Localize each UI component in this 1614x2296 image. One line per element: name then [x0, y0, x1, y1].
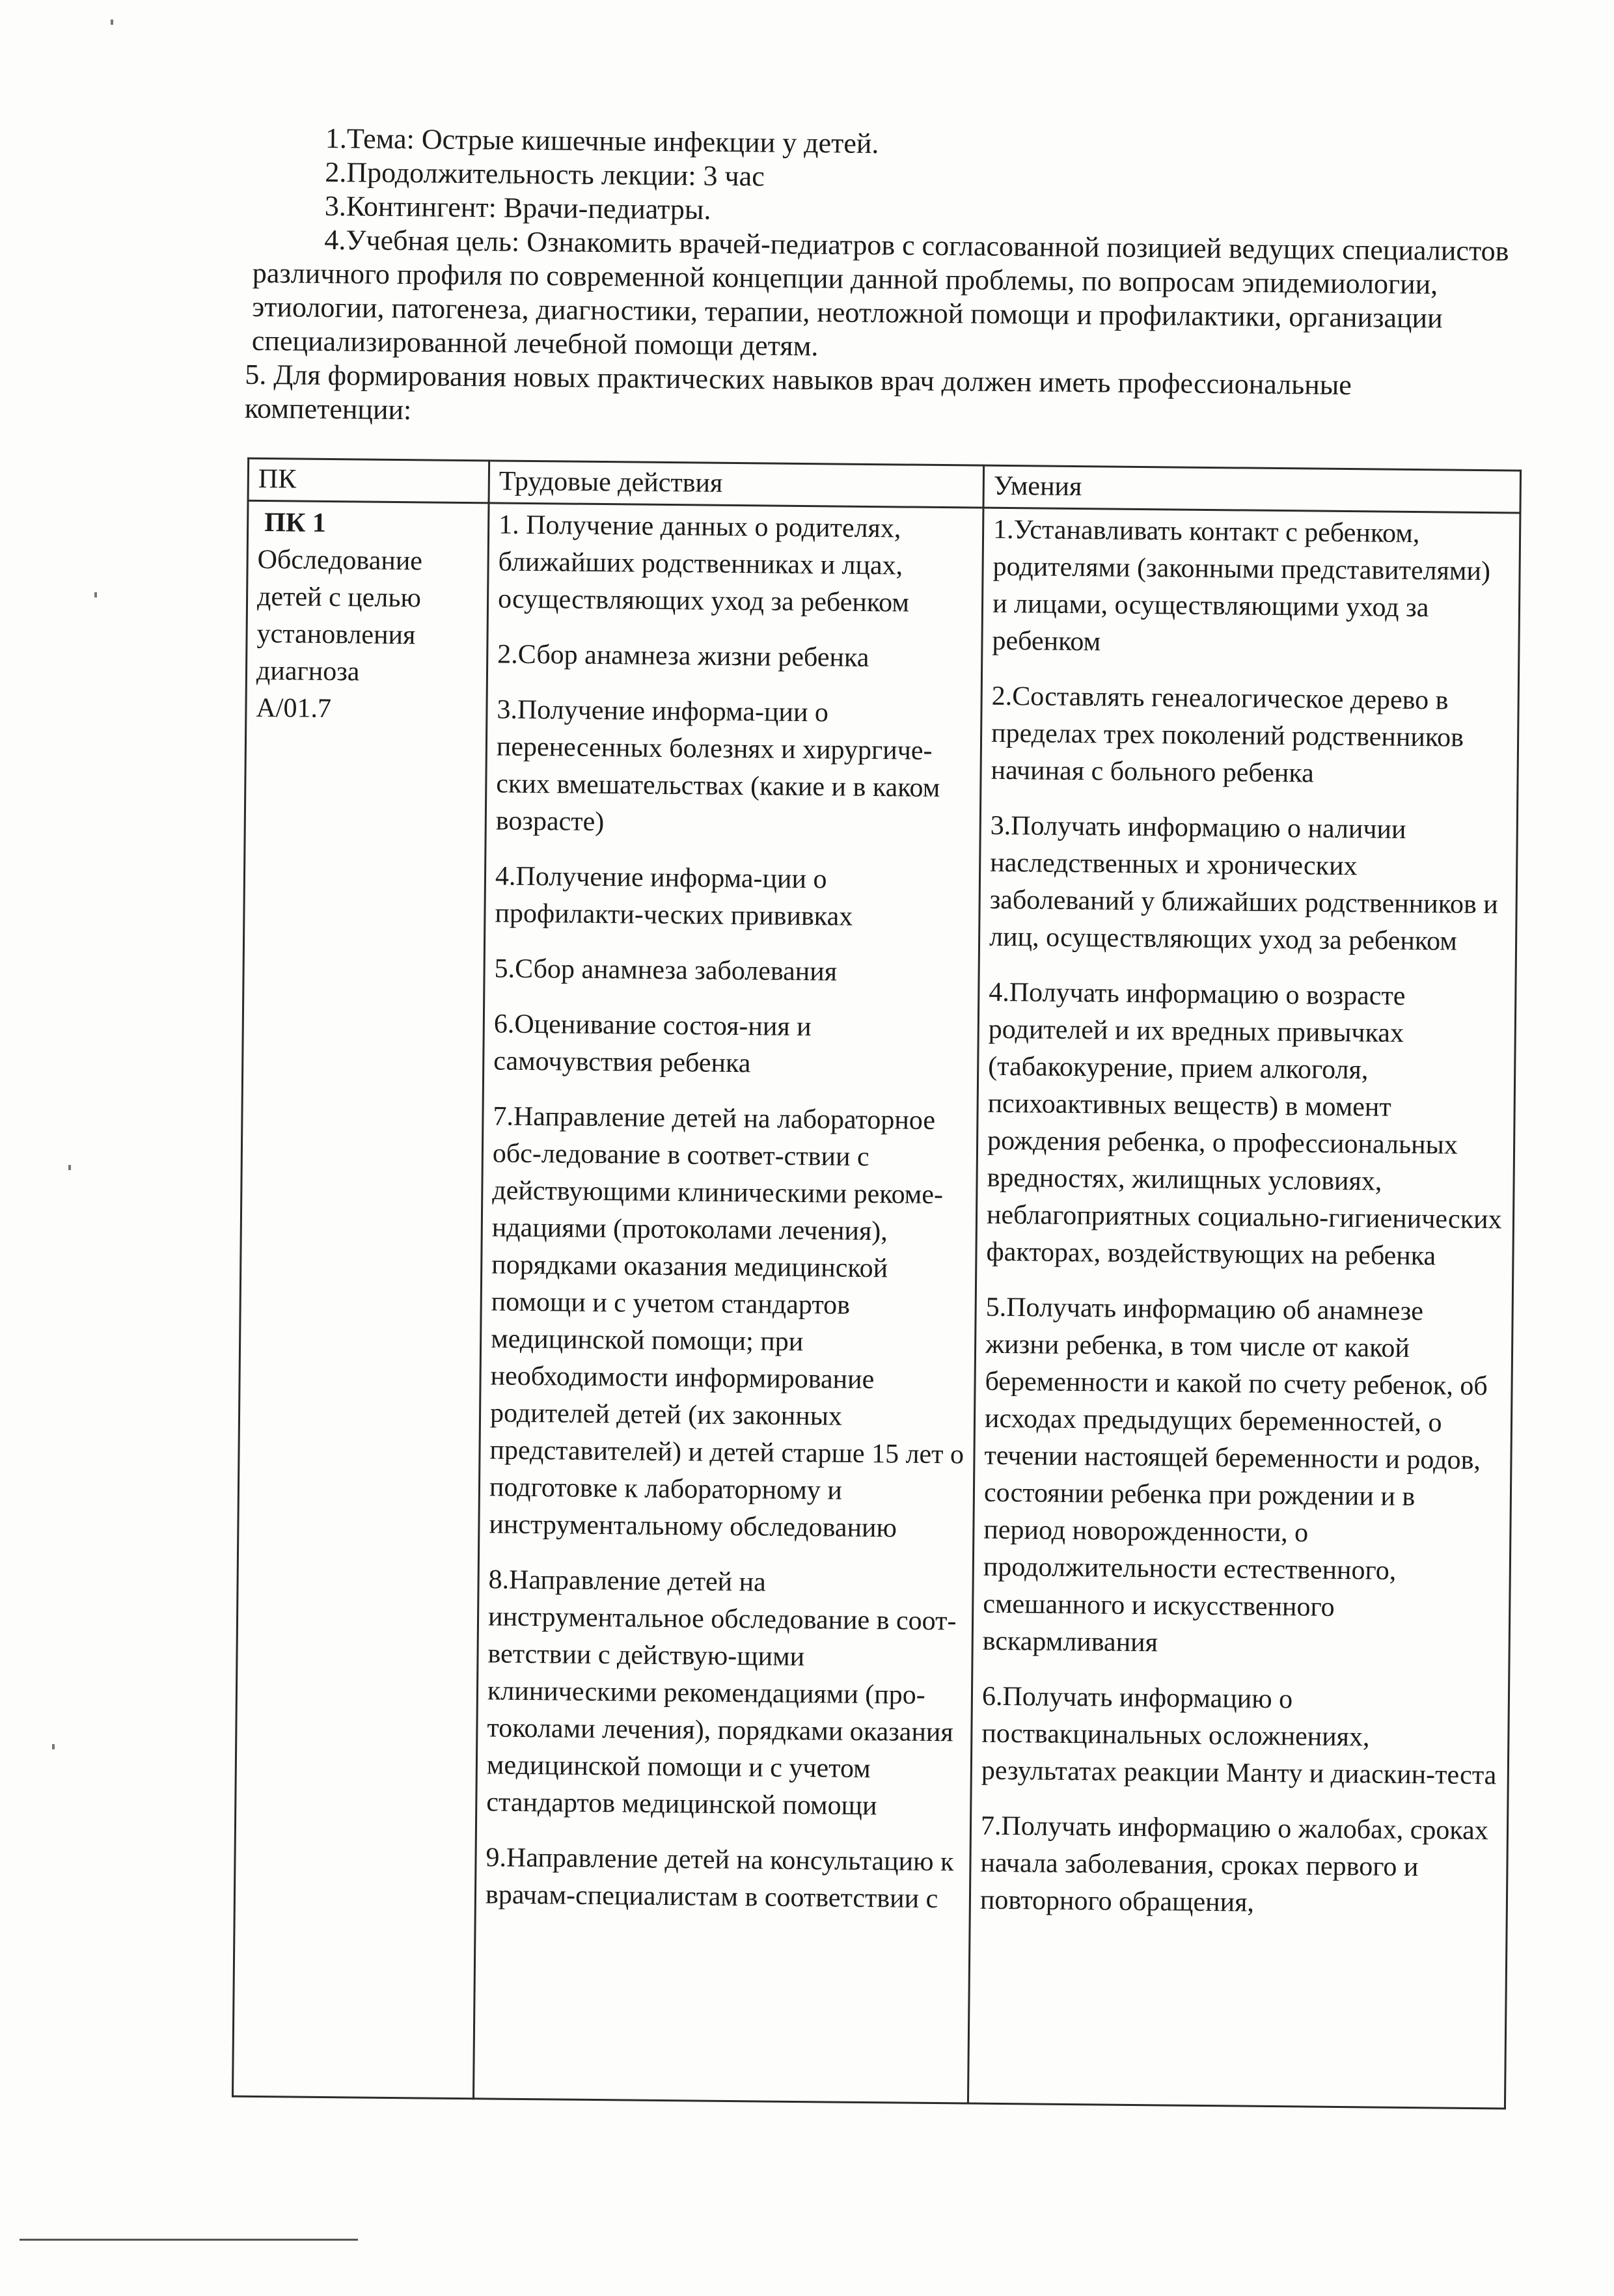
scan-speck: [68, 1165, 71, 1170]
action-item: 3.Получение информа-ции о перенесенных болезнях и хирургиче-ских вмешательствах (какие и в каком возрасте): [495, 694, 940, 838]
skills-cell: [968, 508, 1520, 2109]
pk-code: ПК 1: [264, 508, 327, 538]
skill-item: 6.Получать информацию о поствакцинальных осложнениях, результатах реакции Манту и диаскин-теста: [981, 1681, 1497, 1791]
skill-item: 3.Получать информацию о наличии наследственных и хронических заболеваний у ближайших родственников и лиц, осуществляющих уход за ребенком: [989, 810, 1498, 957]
header-pk: ПК: [248, 458, 489, 503]
goal-paragraph: [252, 223, 1522, 370]
action-item: 9.Направление детей на консультацию к врачам-специалистам в соответствии с: [485, 1842, 954, 1915]
action-item: 7.Направление детей на лабораторное обс-ледование в соответ-ствии с действующими клиническими рекоме-ндациями (протоколами лечения), порядками оказания медицинской помощи и с учетом стандартов медицинской помощи; при необходимости информирование родителей детей (их законных представителей) и детей старше 15 лет о подготовке к лабораторному и инструментальному обследованию: [489, 1101, 964, 1544]
table-row: [233, 500, 1520, 2109]
duration-line: 2.Продолжительность лекции: 3 час: [325, 156, 765, 193]
header-skills: Умения: [983, 465, 1521, 513]
scan-speck: [94, 592, 97, 597]
action-item: 1. Получение данных о родителях, ближайших родственниках и лцах, осуществляющих уход за ребенком: [497, 510, 910, 618]
action-item: 6.Оценивание состоя-ния и самочувствия ребенка: [493, 1009, 812, 1079]
action-item: 5.Сбор анамнеза заболевания: [494, 953, 838, 987]
lecture-header: [244, 121, 1523, 438]
header-actions: Трудовые действия: [489, 461, 984, 508]
skill-item: 1.Устанавливать контакт с ребенком, родителями (законными представителями) и лицами, осуществляющими уход за ребенком: [992, 514, 1491, 657]
skill-item: 7.Получать информацию о жалобах, сроках начала заболевания, сроках первого и повторного обращения,: [979, 1811, 1489, 1918]
audience-line: 3.Контингент: Врачи-педиатры.: [324, 189, 711, 226]
scan-speck: [52, 1744, 55, 1749]
competency-table: [232, 458, 1522, 2110]
pk-title: Обследование детей с целью установления диагноза: [256, 544, 423, 687]
action-item: 2.Сбор анамнеза жизни ребенка: [497, 639, 869, 673]
pk-cell: [233, 500, 489, 2098]
scan-edge-line: [20, 2239, 358, 2241]
actions-cell: [473, 503, 983, 2103]
action-item: 8.Направление детей на инструментальное обследование в соот-ветствии с действую-щими клиническими рекомендациями (про-токолами лечения), порядками оказания медицинской помощи и с учетом стандартов медицинской помощи: [486, 1565, 957, 1822]
skill-item: 4.Получать информацию о возрасте родителей и их вредных привычках (табакокурение, прием алкоголя, психоактивных веществ) в момент рождения ребенка, о профессиональных вредностях, жилищных условиях, неблагоприятных социально-гигиенических факторах, воздействующих на ребенка: [986, 977, 1502, 1272]
pk-id: А/01.7: [256, 692, 332, 724]
topic-line: 1.Тема: Острые кишечные инфекции у детей.: [325, 122, 879, 160]
skill-item: 2.Составлять генеалогическое дерево в пределах трех поколений родственников начиная с больного ребенка: [991, 681, 1464, 789]
competencies-intro: 5. Для формирования новых практических навыков врач должен иметь профессиональные компетенции:: [244, 358, 1352, 426]
skill-item: 5.Получать информацию об анамнезе жизни ребенка, в том числе от какой беременности и какой по счету ребенок, об исходах предыдущих беременностей, о течении настоящей беременности и родов, состоянии ребенка при рождении и в период новорожденности, о продолжительности естественного, смешанного и искусственного вскармливания: [982, 1292, 1488, 1658]
goal-text: 4.Учебная цель: Ознакомить врачей-педиатров с согласованной позицией ведущих специалистов различного профиля по современной концепции данной проблемы, по вопросам эпидемиологии, этиологии, патогенеза, диагностики, терапии, неотложной помощи и профилактики, организации специализированной лечебной помощи детям.: [251, 223, 1509, 362]
scan-speck: [111, 20, 113, 25]
action-item: 4.Получение информа-ции о профилакти-ческих прививках: [495, 861, 853, 932]
